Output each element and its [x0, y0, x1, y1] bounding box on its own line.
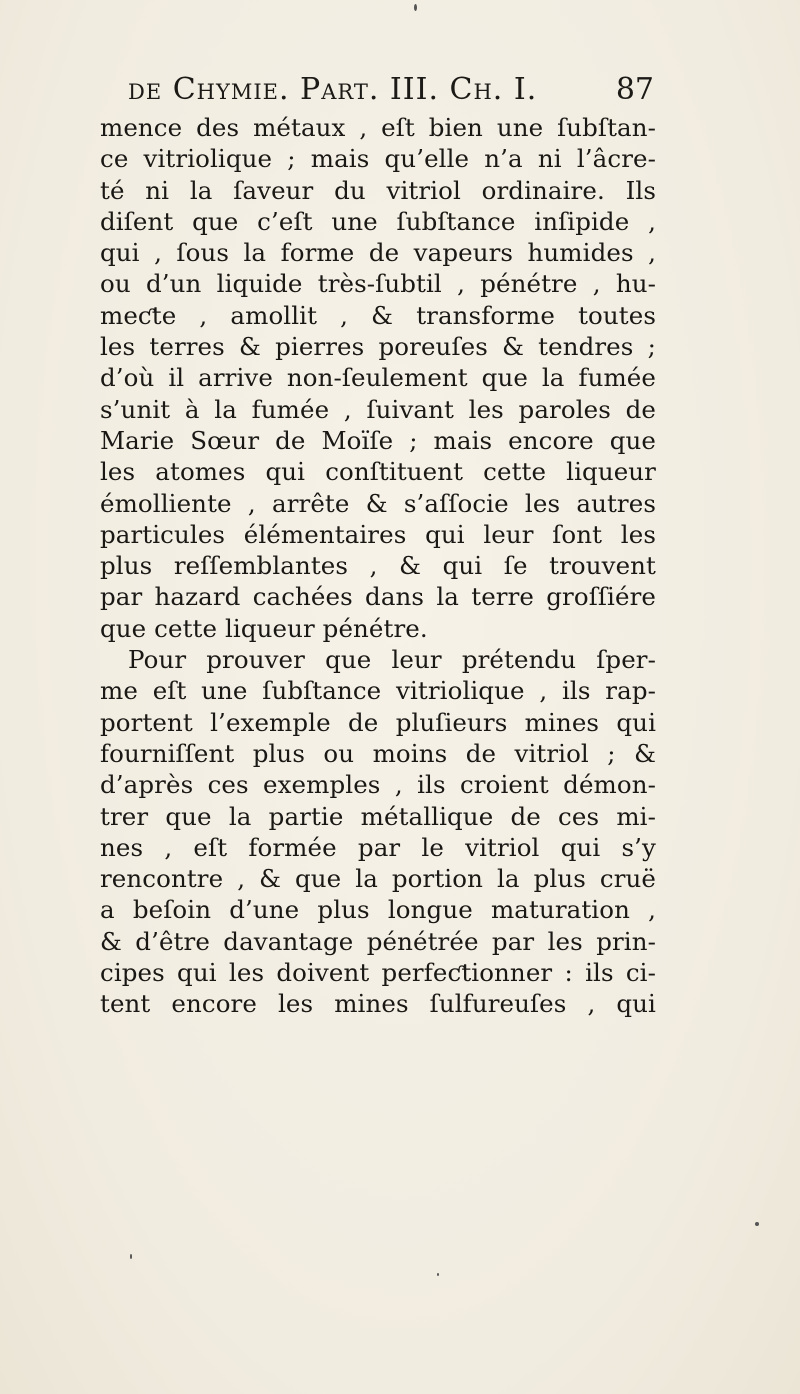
- paragraph-end-line: que cette liqueur pénétre.: [100, 613, 428, 643]
- text-line: d’après ces exemples , ils croient démon-: [100, 770, 656, 800]
- text-line: les atomes qui conſtituent cette liqueur: [100, 457, 656, 487]
- text-line: fourniſſent plus ou moins de vitriol ; &: [100, 738, 656, 768]
- text-line: s’unit à la fumée , ſuivant les paroles de: [100, 394, 656, 424]
- text-line: & d’être davantage pénétrée par les prin-: [100, 926, 656, 956]
- text-line: Marie Sœur de Moïſe ; mais encore que: [100, 425, 656, 455]
- text-line: me eſt une ſubſtance vitriolique , ils rap-: [100, 676, 656, 706]
- text-line: par hazard cachées dans la terre groſſiére: [100, 582, 656, 612]
- text-line: tent encore les mines ſulfureuſes , qui: [100, 989, 656, 1019]
- text-line: ce vitriolique ; mais qu’elle n’a ni l’âcre-: [100, 144, 656, 174]
- text-line: cipes qui les doivent perfeƈtionner : ils ci-: [100, 958, 656, 988]
- running-head-title: de Chymie. Part. III. Ch. I.: [128, 72, 538, 107]
- page-number: 87: [615, 72, 654, 107]
- paragraph-start-line: Pour prouver que leur prétendu ſper-: [128, 645, 656, 675]
- text-line: les terres & pierres poreuſes & tendres ;: [100, 332, 656, 362]
- body-text: [100, 112, 656, 1020]
- paper-speck: [130, 1254, 132, 1259]
- text-line: ou d’un liquide très-ſubtil , pénétre , hu-: [100, 269, 656, 299]
- text-line: a beſoin d’une plus longue maturation ,: [100, 895, 656, 925]
- text-line: d’où il arrive non-ſeulement que la fumée: [100, 363, 656, 393]
- text-line: té ni la ſaveur du vitriol ordinaire. Ils: [100, 175, 656, 205]
- text-line: rencontre , & que la portion la plus cruë: [100, 864, 656, 894]
- paper-speck: [437, 1273, 439, 1276]
- text-line: diſent que c’eſt une ſubſtance inſipide ,: [100, 206, 656, 236]
- text-line: particules élémentaires qui leur ſont les: [100, 519, 656, 549]
- text-line: portent l’exemple de pluſieurs mines qui: [100, 707, 656, 737]
- text-line: émolliente , arrête & s’aſſocie les autres: [100, 488, 656, 518]
- text-line: mence des métaux , eſt bien une ſubſtan-: [100, 113, 656, 142]
- text-line: qui , ſous la forme de vapeurs humides ,: [100, 238, 656, 268]
- text-line: trer que la partie métallique de ces mi-: [100, 801, 656, 831]
- text-line: nes , eſt formée par le vitriol qui s’y: [100, 832, 656, 862]
- paper-speck: [414, 4, 417, 11]
- text-line: plus reſſemblantes , & qui ſe trouvent: [100, 551, 656, 581]
- text-line: meƈte , amollit , & transforme toutes: [100, 300, 656, 330]
- paper-speck: [755, 1222, 759, 1226]
